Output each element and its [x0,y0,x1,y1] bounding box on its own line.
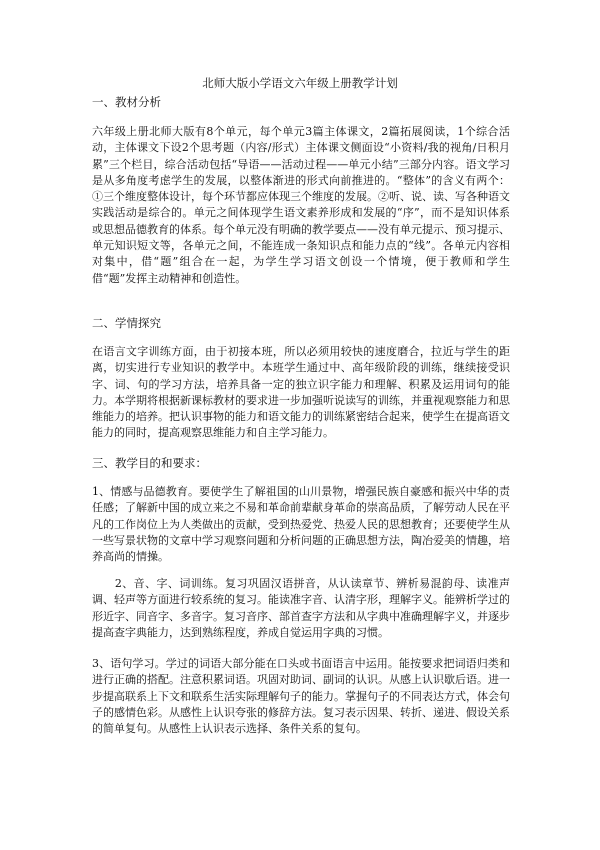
paragraph-students: 在语言文字训练方面，由于初接本班，所以必须用较快的速度磨合，拉近与学生的距离，切实进行专业知识的教学中。本班学生通过中、高年级阶段的训练，继续接受识字、词、句的学习方法，培养具备一定的独立识字能力和理解、积累及运用词句的能力。本学期将根据新课标教材的要求进一步加强听说读写的训练，并重视观察能力和思维能力的培养。把认识事物的能力和语文能力的训练紧密结合起来，使学生在提高语文能力的同时，提高观察思维能力和自主学习能力。 [92,345,510,440]
paragraph-analysis: 六年级上册北师大版有8个单元，每个单元3篇主体课文，2篇拓展阅读，1个综合活动，主体课文下设2个思考题（内容/形式）主体课文侧面设“小资料/我的视角/日积月累”三个栏目，综合活动包括“导语——活动过程——单元小结”三部分内容。语文学习是从多角度考虑学生的发展，以整体渐进的形式向前推进的。“整体”的含义有两个：①三个维度整体设计，每个环节都应体现三个维度的发展。②听、说、读、写各种语文实践活动是综合的。单元之间体现学生语文素养形成和发展的“序”，而不是知识体系或思想品德教育的体系。每个单元没有明确的教学要点——没有单元提示、预习提示、单元知识短文等，各单元之间，不能连成一条知识点和能力点的“线”。各单元内容相对集中，借“题”组合在一起，为学生学习语文创设一个情境，便于教师和学生借“题”发挥主动精神和创造性。 [92,125,510,285]
paragraph-goal-2: 2、音、字、词训练。复习巩固汉语拼音，从认读章节、辨析易混韵母、读准声调、轻声等方面进行较系统的复习。能读准字音、认清字形，理解字义。能辨析学过的形近字、同音字、多音字。复习音序、部首查字方法和从字典中准确理解字义，并逐步提高查字典能力，达到熟练程度，养成自觉运用字典的习惯。 [92,577,510,639]
paragraph-goal-3: 3、语句学习。学过的词语大部分能在口头或书面语言中运用。能按要求把词语归类和进行正确的搭配。注意积累词语。巩固对助词、副词的认识。从感上认识歇后语。进一步提高联系上下文和联系生活实际理解句子的能力。掌握句子的不同表达方式，体会句子的感情色彩。从感性上认识夸张的修辞方法。复习表示因果、转折、递进、假设关系的简单复句。从感性上认识表示选择、条件关系的复句。 [92,657,510,736]
section-heading-analysis: 一、教材分析 [92,95,161,109]
section-heading-goals: 三、教学目的和要求： [92,456,207,470]
section-heading-students: 二、学情探究 [92,316,161,330]
document-title: 北师大版小学语文六年级上册教学计划 [202,76,398,90]
paragraph-goal-1: 1、情感与品德教育。要使学生了解祖国的山川景物，增强民族自豪感和振兴中华的责任感；了解新中国的成立来之不易和革命前辈献身革命的崇高品质，了解劳动人民在平凡的工作岗位上为人类做出的贡献，受到热爱党、热爱人民的思想教育；还要使学生从一些写景状物的文章中学习观察问题和分析问题的正确思想方法，陶冶爱美的情趣，培养高尚的情操。 [92,485,510,564]
